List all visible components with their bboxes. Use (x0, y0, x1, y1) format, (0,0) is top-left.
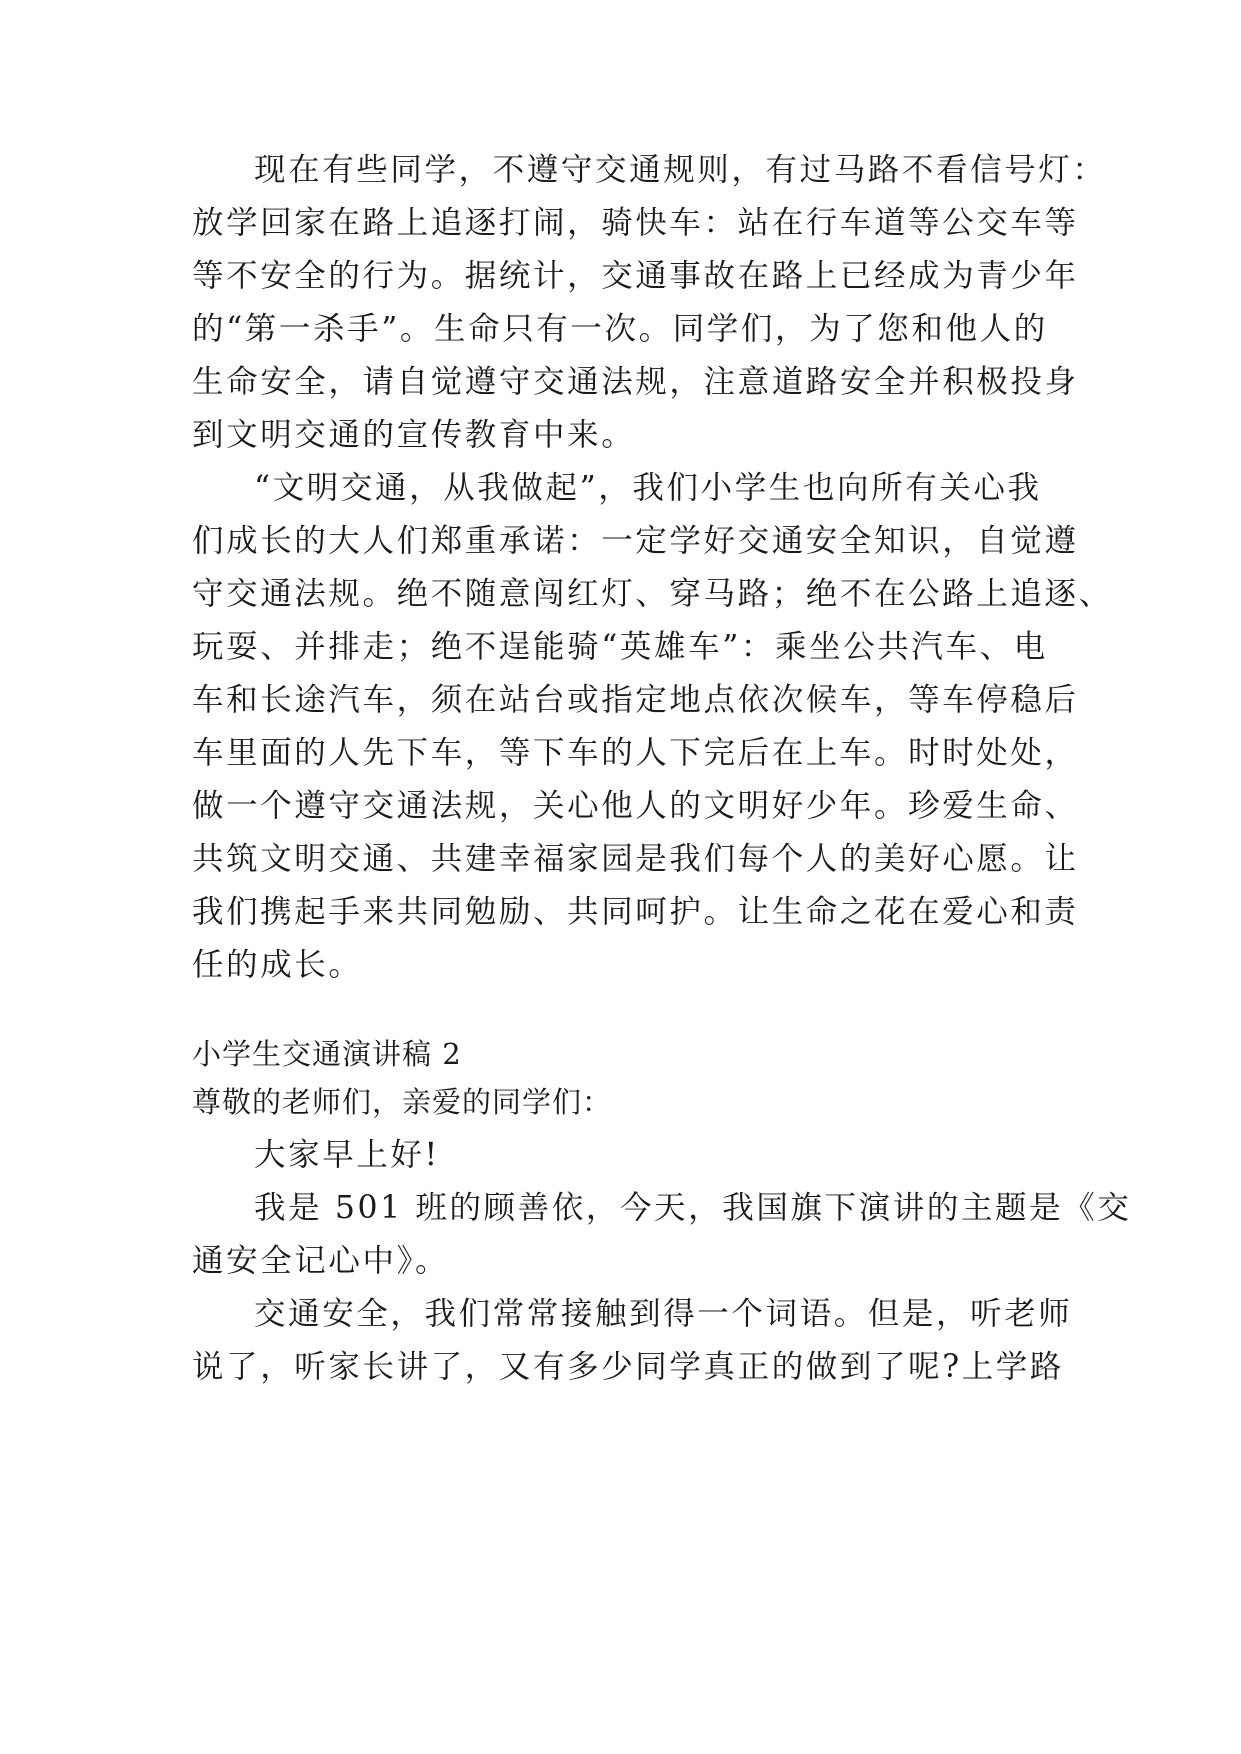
paragraph-2-line-10: 任的成长。 (192, 947, 363, 983)
paragraph-2-line-8: 共筑文明交通、共建幸福家园是我们每个人的美好心愿。让 (192, 841, 1079, 877)
salutation: 尊敬的老师们，亲爱的同学们： (192, 1085, 613, 1119)
paragraph-2-line-2: 们成长的大人们郑重承诺：一定学好交通安全知识，自觉遵 (192, 523, 1079, 559)
paragraph-2-line-7: 做一个遵守交通法规，关心他人的文明好少年。珍爱生命、 (192, 788, 1079, 824)
paragraph-1-line-2: 放学回家在路上追逐打闹，骑快车：站在行车道等公交车等 (192, 205, 1079, 241)
body-line-1: 交通安全，我们常常接触到得一个词语。但是，听老师 (254, 1296, 1073, 1332)
paragraph-2-line-9: 我们携起手来共同勉励、共同呵护。让生命之花在爱心和责 (192, 894, 1079, 930)
paragraph-2-line-3: 守交通法规。绝不随意闯红灯、穿马路；绝不在公路上追逐、 (192, 576, 1113, 612)
paragraph-1-line-3: 等不安全的行为。据统计，交通事故在路上已经成为青少年 (192, 258, 1079, 294)
section-title: 小学生交通演讲稿 2 (192, 1037, 462, 1071)
paragraph-1-line-1: 现在有些同学，不遵守交通规则，有过马路不看信号灯： (254, 152, 1107, 188)
paragraph-1-line-5: 生命安全，请自觉遵守交通法规，注意道路安全并积极投身 (192, 364, 1079, 400)
body-line-2: 说了，听家长讲了，又有多少同学真正的做到了呢?上学路 (192, 1349, 1064, 1385)
paragraph-2-line-6: 车里面的人先下车，等下车的人下完后在上车。时时处处， (192, 735, 1079, 771)
intro-line-2: 通安全记心中》。 (192, 1243, 450, 1279)
greeting: 大家早上好! (254, 1137, 440, 1173)
paragraph-1-line-6: 到文明交通的宣传教育中来。 (192, 417, 636, 453)
paragraph-2-line-1: “文明交通，从我做起”，我们小学生也向所有关心我 (254, 470, 1042, 506)
paragraph-2-line-4: 玩耍、并排走；绝不逞能骑“英雄车”：乘坐公共汽车、电 (192, 629, 1048, 665)
intro-line-1: 我是 501 班的顾善依，今天，我国旗下演讲的主题是《交 (254, 1190, 1132, 1226)
paragraph-2-line-5: 车和长途汽车，须在站台或指定地点依次候车，等车停稳后 (192, 682, 1079, 718)
paragraph-1-line-4: 的“第一杀手”。生命只有一次。同学们，为了您和他人的 (192, 311, 1048, 347)
